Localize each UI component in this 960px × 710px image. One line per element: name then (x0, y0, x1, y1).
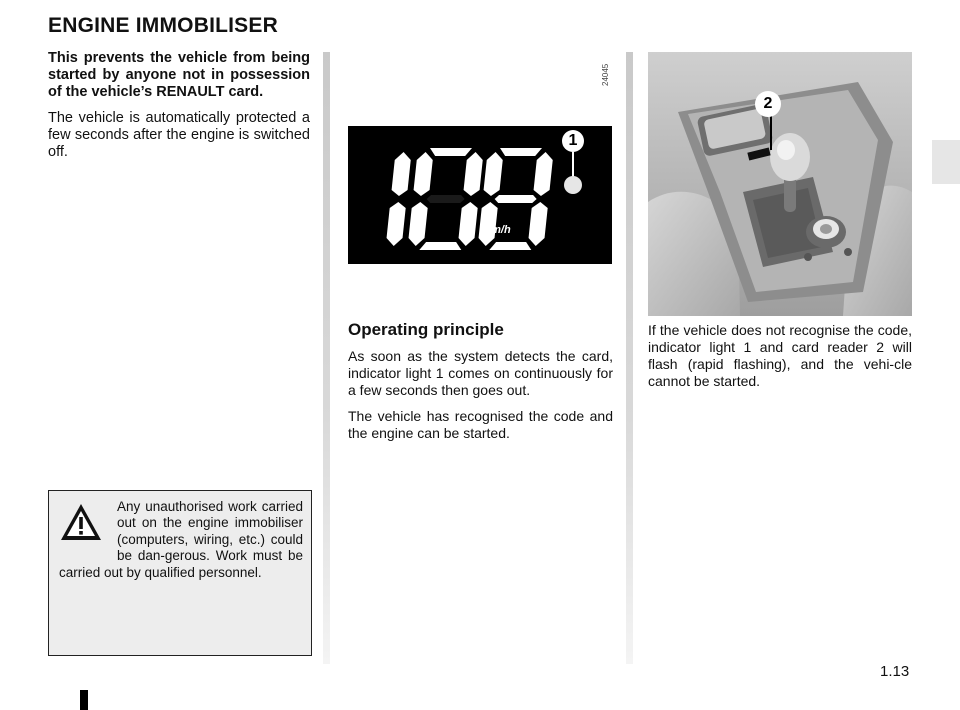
operating-column (348, 348, 613, 451)
page-marker (80, 690, 88, 710)
instrument-cluster-illustration (348, 126, 612, 264)
column-separator (626, 52, 633, 664)
operating-p2: The vehicle has recognised the code and the engine can be started. (348, 408, 613, 441)
indicator-light (564, 176, 582, 194)
figure-ref-number: 24045 (601, 63, 610, 86)
warning-text: Any unauthorised work carried out on the engine immobiliser (computers, wiring, etc.) could be dan-gerous. Work must be carried out by qualified personnel. (59, 499, 303, 580)
callout-line (572, 152, 574, 178)
section-tab (932, 140, 960, 184)
intro-lead: This prevents the vehicle from being started by anyone not in possession of the vehicle’s RENAULT card. (48, 50, 310, 100)
not-recognised-text: If the vehicle does not recognise the code, indicator light 1 and card reader 2 will flash (rapid flashing), and the vehi-cle cannot be started. (648, 322, 912, 389)
speed-unit: km/h (485, 224, 511, 236)
centre-console-photo (648, 52, 912, 316)
console-drawing (648, 52, 912, 316)
not-recognised-column (648, 322, 912, 390)
callout-1: 1 (562, 130, 584, 152)
intro-column (48, 50, 310, 170)
column-separator (323, 52, 330, 664)
operating-p1: As soon as the system detects the card, indicator light 1 comes on continuously for a few seconds then goes out. (348, 348, 613, 398)
page-number: 1.13 (880, 663, 910, 680)
warning-box (48, 490, 312, 656)
callout-2: 2 (756, 92, 780, 116)
intro-body: The vehicle is automatically protected a few seconds after the engine is switched off. (48, 110, 310, 160)
section-heading: Operating principle (348, 320, 504, 339)
page-title: ENGINE IMMOBILISER (48, 14, 278, 37)
